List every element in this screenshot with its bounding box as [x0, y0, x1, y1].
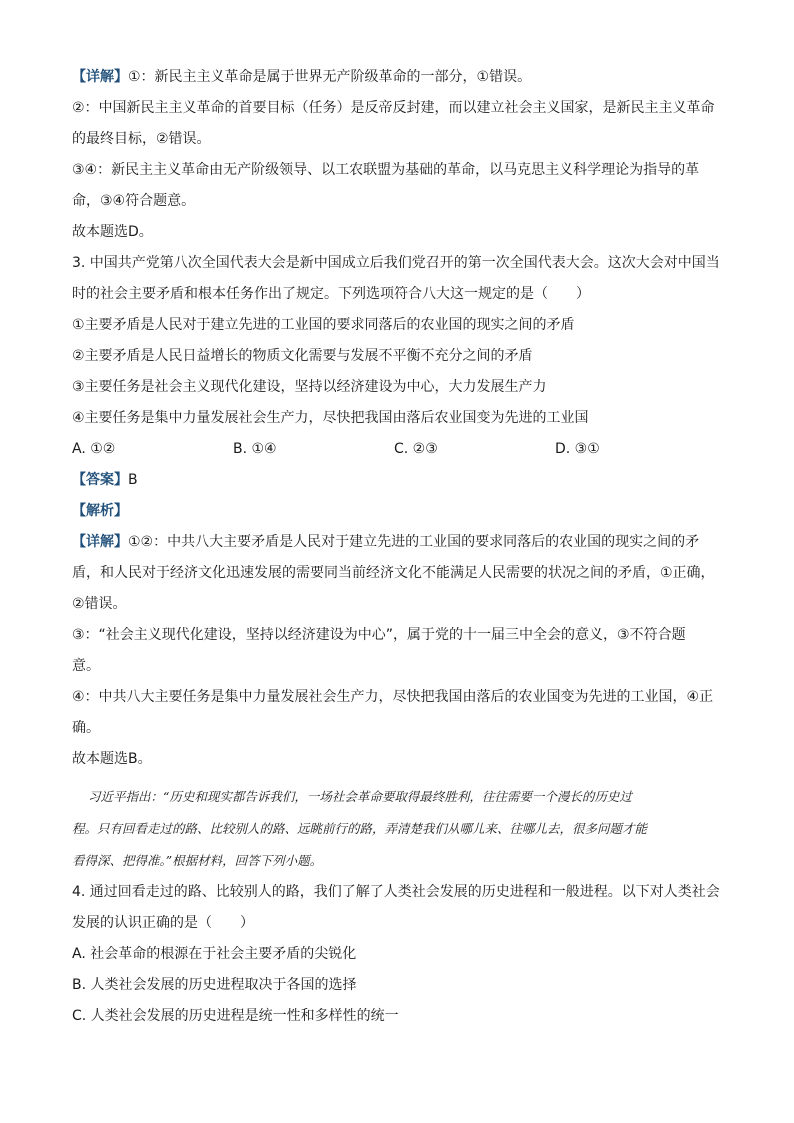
- q3-option-c: C. ②③: [394, 441, 438, 457]
- answer-value: B: [128, 472, 138, 488]
- q4-stem-line-1: 4. 通过回看走过的路、比较别人的路，我们了解了人类社会发展的历史进程和一般进程。以下对人类社会: [72, 884, 720, 900]
- q4-option-b: B. 人类社会发展的历史进程取决于各国的选择: [72, 977, 357, 993]
- q3-item-3: ③主要任务是社会主义现代化建设，坚持以经济建设为中心，大力发展生产力: [72, 379, 547, 395]
- q3-option-a: A. ①②: [72, 441, 116, 457]
- detail-label: 【详解】: [72, 69, 128, 85]
- q2-detail-line-3: 的最终目标，②错误。: [72, 131, 211, 147]
- detail-label: 【详解】: [72, 534, 128, 550]
- q2-detail-line-4: ③④：新民主主义革命由无产阶级领导、以工农联盟为基础的革命，以马克思主义科学理论为指导的革: [72, 162, 700, 178]
- q2-detail-line-5: 命，③④符合题意。: [72, 193, 196, 209]
- analysis-label: 【解析】: [72, 503, 128, 519]
- q3-answer: [72, 465, 724, 496]
- q3-conclusion: 故本题选B。: [72, 751, 152, 767]
- q3-item-1: ①主要矛盾是人民对于建立先进的工业国的要求同落后的农业国的现实之间的矛盾: [72, 317, 575, 333]
- document-page: [72, 62, 724, 1032]
- q3-detail-line-3: ②错误。: [72, 596, 127, 612]
- q3-detail-line-6: ④：中共八大主要任务是集中力量发展社会生产力，尽快把我国由落后的农业国变为先进的工业国，④正: [72, 689, 714, 705]
- q4-stem-line-2: 发展的认识正确的是（ ）: [72, 915, 254, 931]
- q3-detail-line-1: 【详解】①②：中共八大主要矛盾是人民对于建立先进的工业国的要求同落后的农业国的现实之间的矛: [72, 534, 700, 550]
- answer-label: 【答案】: [72, 472, 128, 488]
- material-line-3: 看得深、把得准。”根据材料，回答下列小题。: [72, 853, 323, 868]
- q3-detail-line-2: 盾，和人民对于经济文化迅速发展的需要同当前经济文化不能满足人民需要的状况之间的矛盾，①正确，: [72, 565, 715, 581]
- q4-option-a: A. 社会革命的根源在于社会主要矛盾的尖锐化: [72, 946, 357, 962]
- q3-stem-line-2: 时的社会主要矛盾和根本任务作出了规定。下列选项符合八大这一规定的是（ ）: [72, 286, 590, 302]
- q3-analysis-heading: [72, 496, 724, 527]
- q3-item-4: ④主要任务是集中力量发展社会生产力，尽快把我国由落后农业国变为先进的工业国: [72, 410, 589, 426]
- q3-options: [72, 434, 724, 465]
- q4-option-c: C. 人类社会发展的历史进程是统一性和多样性的统一: [72, 1008, 399, 1024]
- q2-detail-line-1: 【详解】①：新民主主义革命是属于世界无产阶级革命的一部分，①错误。: [72, 69, 532, 85]
- material-line-2: 程。只有回看走过的路、比较别人的路、远眺前行的路，弄清楚我们从哪儿来、往哪儿去，很多问题才能: [72, 821, 648, 836]
- q3-option-b: B. ①④: [233, 441, 277, 457]
- q3-detail-line-7: 确。: [72, 720, 100, 736]
- q3-option-d: D. ③①: [555, 441, 600, 457]
- q3-item-2: ②主要矛盾是人民日益增长的物质文化需要与发展不平衡不充分之间的矛盾: [72, 348, 533, 364]
- q3-detail-line-5: 意。: [72, 658, 100, 674]
- q2-conclusion: 故本题选D。: [72, 224, 153, 240]
- material-line-1: 习近平指出：“历史和现实都告诉我们，一场社会革命要取得最终胜利，往往需要一个漫长的历史过: [88, 789, 632, 804]
- q3-stem-line-1: 3. 中国共产党第八次全国代表大会是新中国成立后我们党召开的第一次全国代表大会。这次大会对中国当: [72, 255, 720, 271]
- q3-detail-line-4: ③：“社会主义现代化建设，坚持以经济建设为中心”，属于党的十一届三中全会的意义，③不符合题: [72, 627, 686, 643]
- q2-detail-line-2: ②：中国新民主主义革命的首要目标（任务）是反帝反封建，而以建立社会主义国家，是新民主主义革命: [72, 100, 715, 116]
